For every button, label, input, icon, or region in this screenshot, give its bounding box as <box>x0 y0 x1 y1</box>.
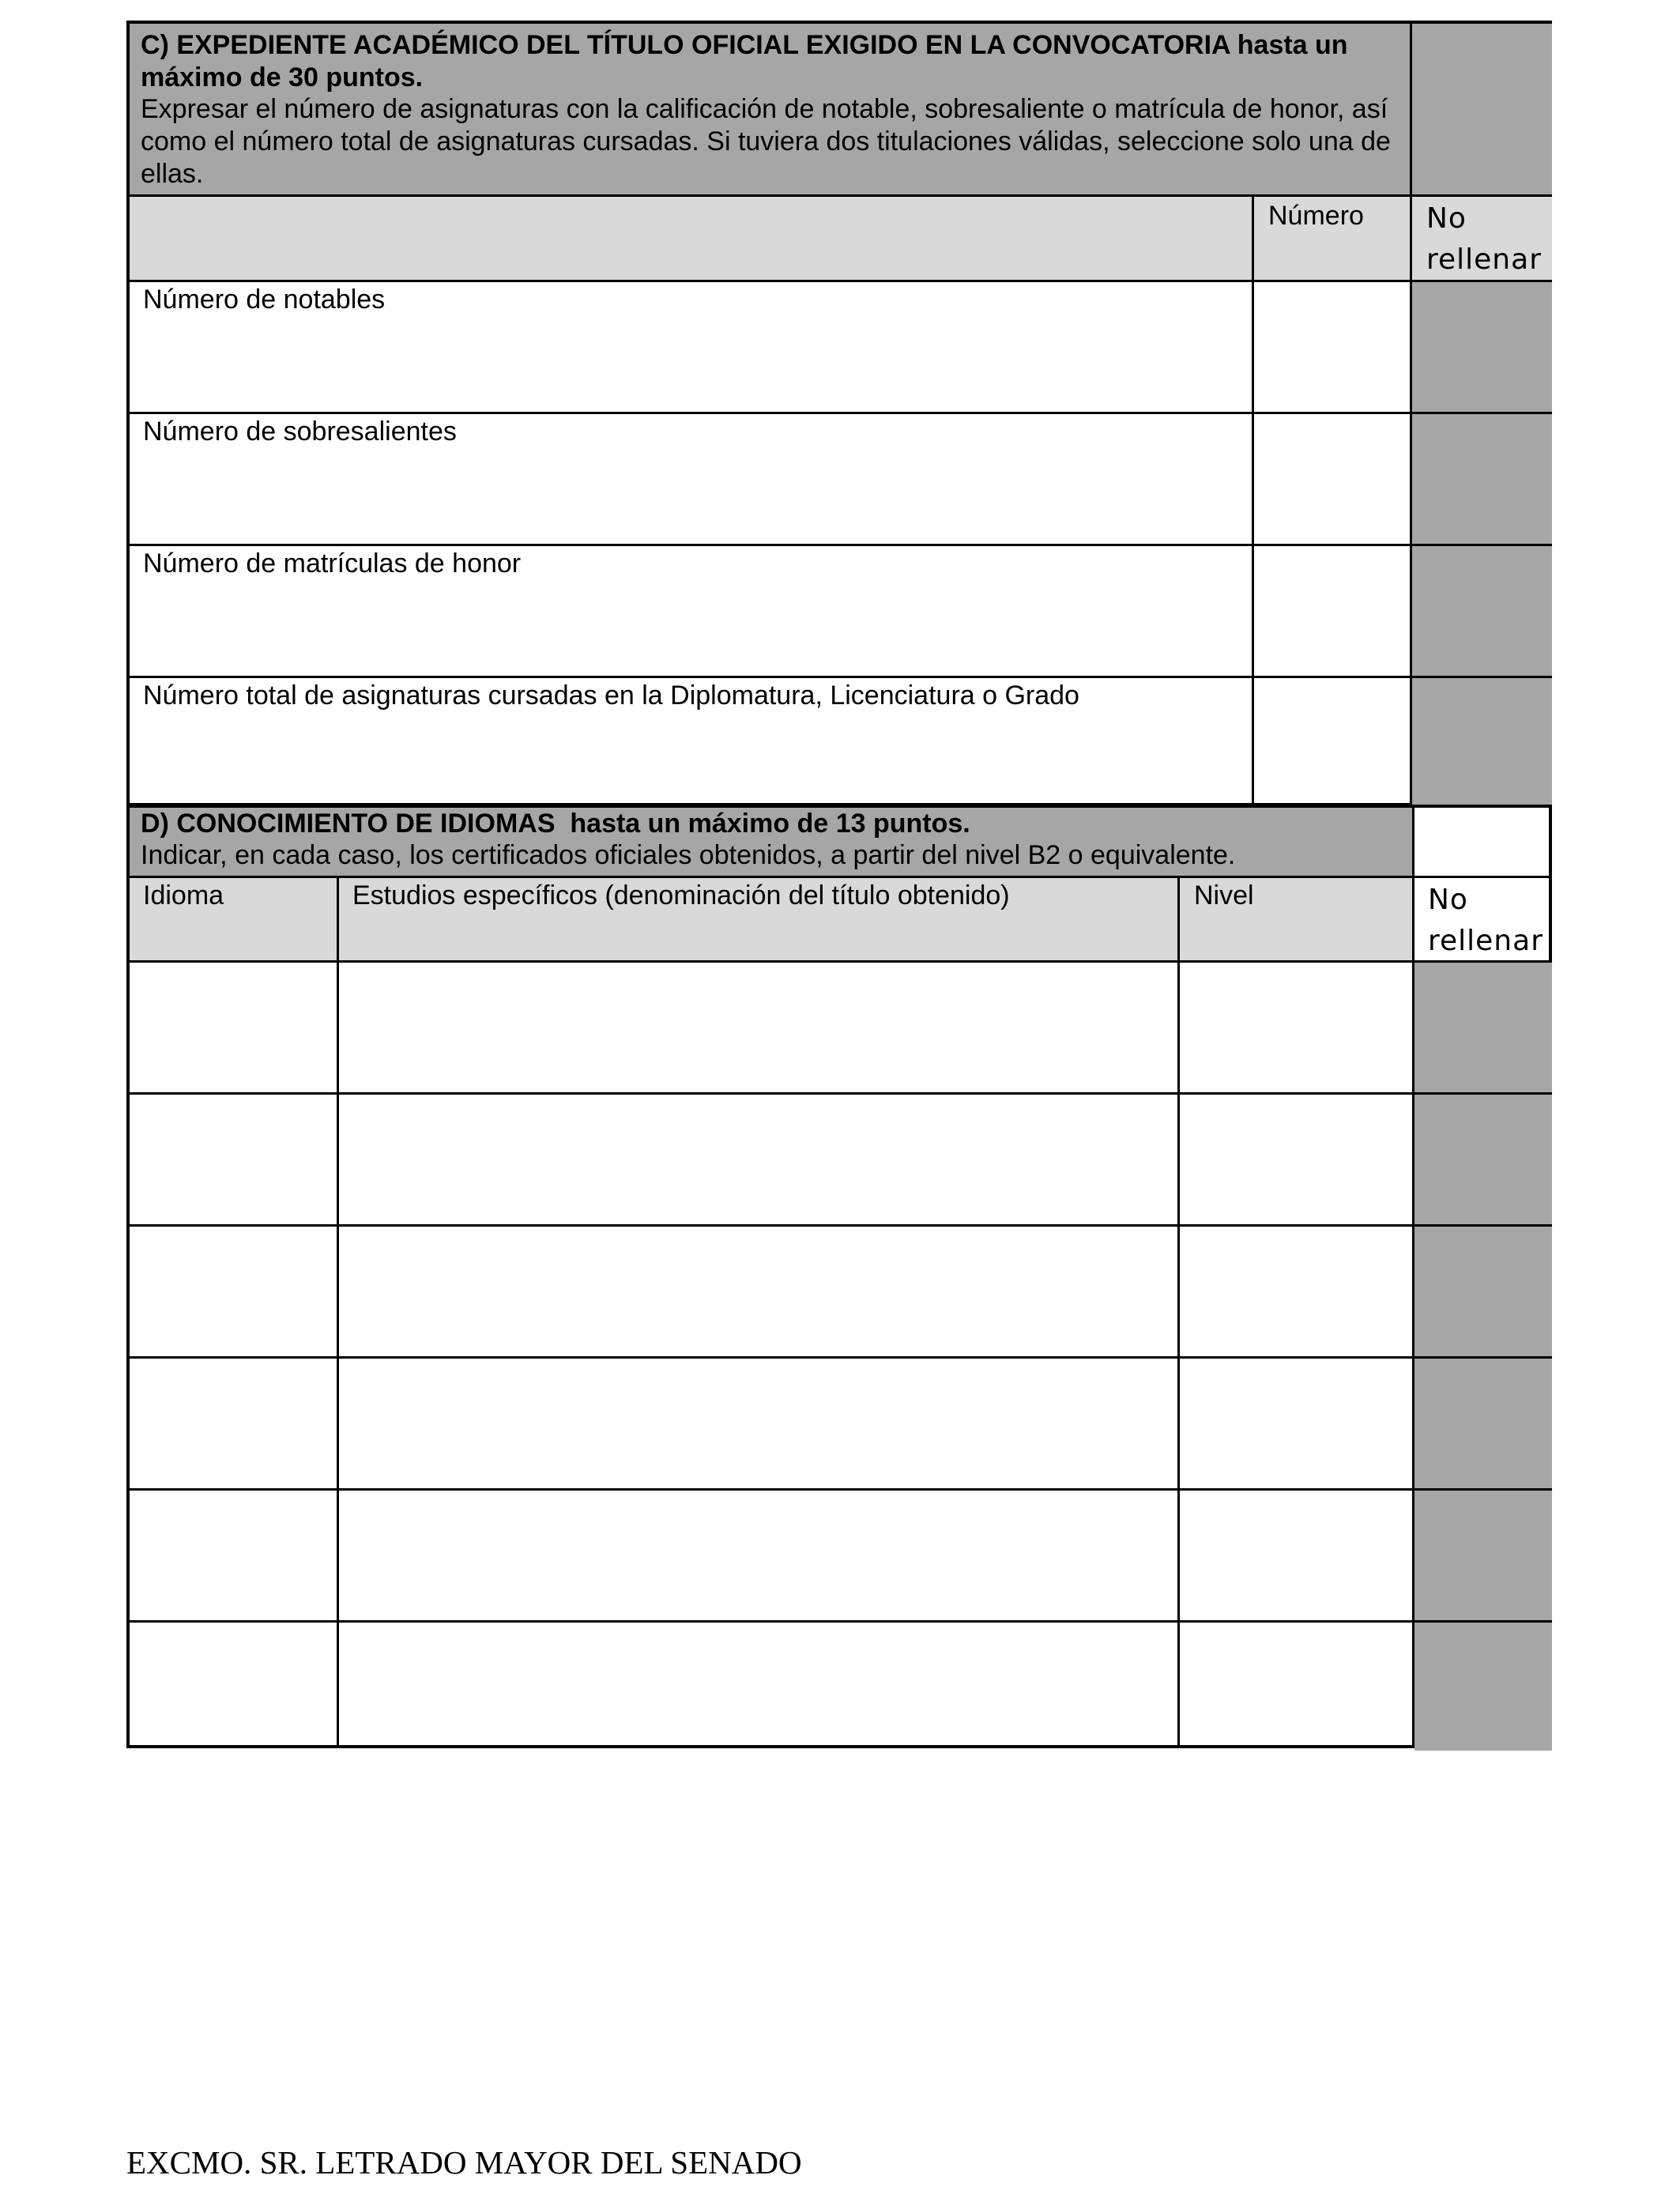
footer-addressee: EXCMO. SR. LETRADO MAYOR DEL SENADO <box>126 2144 802 2181</box>
row-total-no-rellenar <box>1412 678 1552 806</box>
grid-line <box>1410 24 1412 806</box>
language-row-5-idioma-input[interactable] <box>130 1491 337 1620</box>
row-matriculas-input[interactable] <box>1254 546 1410 676</box>
language-row-4-no-rellenar-cell <box>1414 1359 1552 1488</box>
grid-line <box>130 1224 1552 1227</box>
row-matriculas-no-rellenar <box>1412 546 1552 676</box>
language-row-3-no-rellenar-cell <box>1414 1227 1552 1356</box>
language-row-3-estudios-input[interactable] <box>339 1227 1177 1356</box>
language-row-1-idioma-input[interactable] <box>130 963 337 1092</box>
row-sobresalientes-input[interactable] <box>1254 414 1410 544</box>
grid-line <box>130 412 1552 414</box>
row-sobresalientes-no-rellenar <box>1412 414 1552 544</box>
language-row-1-no-rellenar-cell <box>1414 963 1552 1092</box>
grid-line <box>130 1488 1552 1491</box>
section-d-table <box>126 805 1552 1748</box>
section-d-instructions: Indicar, en cada caso, los certificados oficiales obtenidos, a partir del nivel B2 o equivalente. <box>141 840 1236 870</box>
section-d-header <box>130 808 1412 876</box>
language-row-5-no-rellenar-cell <box>1414 1491 1552 1620</box>
language-row-6-no-rellenar-cell <box>1414 1623 1552 1751</box>
row-matriculas-label: Número de matrículas de honor <box>143 548 522 579</box>
col-numero-header: Número <box>1254 197 1410 280</box>
section-d-title: D) CONOCIMIENTO DE IDIOMAS hasta un máximo de 13 puntos. <box>141 809 970 839</box>
grid-line <box>1252 194 1254 806</box>
col-nivel-header: Nivel <box>1180 878 1412 960</box>
grid-line <box>130 544 1552 546</box>
section-c-title: C) EXPEDIENTE ACADÉMICO DEL TÍTULO OFICIAL EXIGIDO EN LA CONVOCATORIA hasta un máximo de 30 puntos. <box>141 30 1348 92</box>
language-row-4-idioma-input[interactable] <box>130 1359 337 1488</box>
grid-line <box>130 1092 1552 1095</box>
col-no-rellenar-header: No rellenar <box>1412 197 1552 280</box>
col-no-rellenar-header: No rellenar <box>1428 884 1543 957</box>
language-row-3-idioma-input[interactable] <box>130 1227 337 1356</box>
grid-line <box>130 194 1552 197</box>
grid-line <box>130 960 1552 963</box>
language-row-2-no-rellenar-cell <box>1414 1095 1552 1224</box>
grid-line <box>130 876 1552 878</box>
grid-line <box>130 1356 1552 1359</box>
section-c-colheader-blank <box>130 197 1252 280</box>
row-notables-no-rellenar <box>1412 282 1552 412</box>
language-row-6-idioma-input[interactable] <box>130 1623 337 1751</box>
grid-line <box>1177 876 1180 1748</box>
col-estudios-header: Estudios específicos (denominación del título obtenido) <box>339 878 1177 960</box>
section-c-header-side <box>1412 24 1552 194</box>
grid-line <box>130 676 1552 678</box>
language-row-2-nivel-input[interactable] <box>1180 1095 1412 1224</box>
grid-line <box>1412 808 1414 1748</box>
row-total-label: Número total de asignaturas cursadas en la Diplomatura, Licenciatura o Grado <box>143 680 1079 711</box>
language-row-4-nivel-input[interactable] <box>1180 1359 1412 1488</box>
language-row-6-estudios-input[interactable] <box>339 1623 1177 1751</box>
section-c-header <box>130 24 1410 194</box>
grid-line <box>130 1620 1552 1623</box>
section-c-table <box>126 21 1552 806</box>
language-row-2-estudios-input[interactable] <box>339 1095 1177 1224</box>
grid-line <box>337 876 339 1748</box>
language-row-2-idioma-input[interactable] <box>130 1095 337 1224</box>
grid-line <box>130 280 1552 282</box>
language-row-5-estudios-input[interactable] <box>339 1491 1177 1620</box>
language-row-5-nivel-input[interactable] <box>1180 1491 1412 1620</box>
row-notables-label: Número de notables <box>143 285 386 315</box>
language-row-3-nivel-input[interactable] <box>1180 1227 1412 1356</box>
language-row-6-nivel-input[interactable] <box>1180 1623 1412 1751</box>
row-notables-input[interactable] <box>1254 282 1410 412</box>
language-row-4-estudios-input[interactable] <box>339 1359 1177 1488</box>
row-total-input[interactable] <box>1254 678 1410 806</box>
section-c-instructions: Expresar el número de asignaturas con la calificación de notable, sobresaliente o matrícula de honor, así como el número total de asignaturas cursadas. Si tuviera dos titulaciones válidas, seleccione solo una de ellas. <box>141 94 1391 189</box>
language-row-1-estudios-input[interactable] <box>339 963 1177 1092</box>
row-sobresalientes-label: Número de sobresalientes <box>143 417 457 447</box>
section-d-header-side <box>1414 808 1552 876</box>
language-row-1-nivel-input[interactable] <box>1180 963 1412 1092</box>
col-idioma-header: Idioma <box>130 878 337 960</box>
